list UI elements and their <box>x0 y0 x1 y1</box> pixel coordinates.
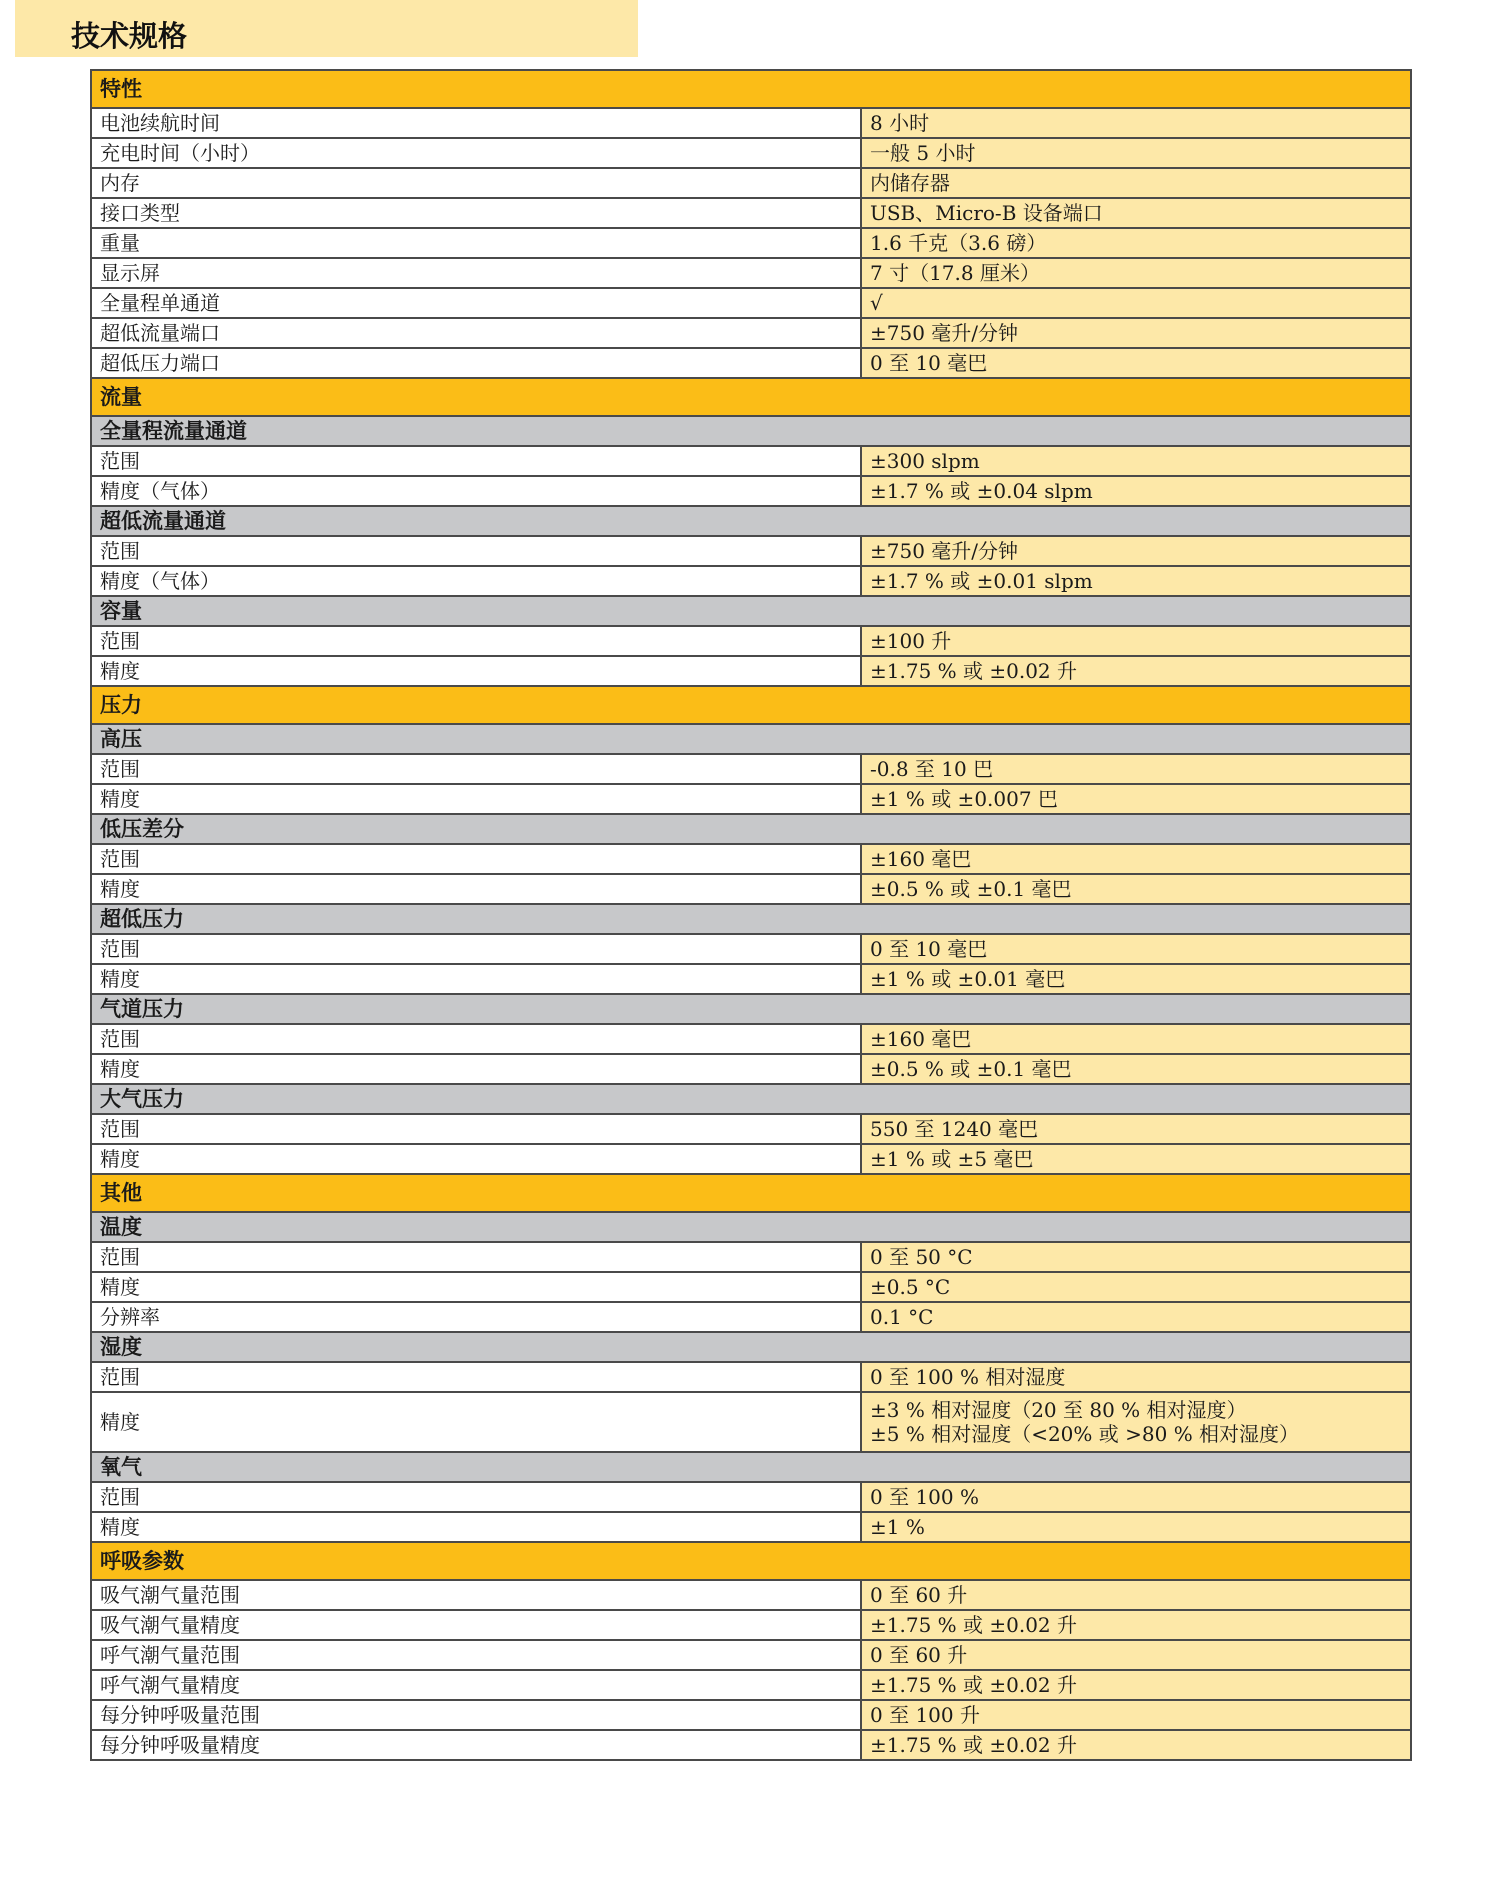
spec-label: 范围 <box>91 1482 861 1512</box>
spec-value: 0 至 10 毫巴 <box>861 934 1411 964</box>
spec-value: ±1.7 % 或 ±0.01 slpm <box>861 566 1411 596</box>
subcategory-row <box>91 506 1411 536</box>
spec-row <box>91 228 1411 258</box>
spec-label: 全量程单通道 <box>91 288 861 318</box>
spec-value: 0 至 50 °C <box>861 1242 1411 1272</box>
spec-value: 550 至 1240 毫巴 <box>861 1114 1411 1144</box>
spec-value: ±1 % <box>861 1512 1411 1542</box>
subcategory-label: 温度 <box>91 1212 1411 1242</box>
spec-row <box>91 198 1411 228</box>
subcategory-row <box>91 1332 1411 1362</box>
spec-label: 重量 <box>91 228 861 258</box>
spec-value: ±1.75 % 或 ±0.02 升 <box>861 1730 1411 1760</box>
spec-value: ±0.5 °C <box>861 1272 1411 1302</box>
category-row <box>91 378 1411 416</box>
subcategory-label: 容量 <box>91 596 1411 626</box>
spec-value: 0 至 100 % <box>861 1482 1411 1512</box>
spec-label: 范围 <box>91 1024 861 1054</box>
spec-row <box>91 1362 1411 1392</box>
spec-label: 精度 <box>91 1392 861 1452</box>
subcategory-row <box>91 1212 1411 1242</box>
spec-value: ±100 升 <box>861 626 1411 656</box>
subcategory-label: 超低压力 <box>91 904 1411 934</box>
spec-value: 0 至 10 毫巴 <box>861 348 1411 378</box>
spec-value: ±1.7 % 或 ±0.04 slpm <box>861 476 1411 506</box>
subcategory-label: 超低流量通道 <box>91 506 1411 536</box>
subcategory-row <box>91 904 1411 934</box>
spec-label: 范围 <box>91 626 861 656</box>
subcategory-row <box>91 1452 1411 1482</box>
spec-label: 超低流量端口 <box>91 318 861 348</box>
spec-row <box>91 1482 1411 1512</box>
spec-row <box>91 1392 1411 1452</box>
category-row <box>91 686 1411 724</box>
spec-table <box>90 69 1412 1761</box>
spec-value: 0 至 100 % 相对湿度 <box>861 1362 1411 1392</box>
spec-value: ±1.75 % 或 ±0.02 升 <box>861 1610 1411 1640</box>
spec-row <box>91 1242 1411 1272</box>
spec-value: 内储存器 <box>861 168 1411 198</box>
spec-row <box>91 288 1411 318</box>
category-label: 特性 <box>91 70 1411 108</box>
spec-label: 精度 <box>91 874 861 904</box>
spec-row <box>91 1114 1411 1144</box>
spec-row <box>91 168 1411 198</box>
category-label: 流量 <box>91 378 1411 416</box>
spec-label: 显示屏 <box>91 258 861 288</box>
spec-row <box>91 1640 1411 1670</box>
subcategory-row <box>91 724 1411 754</box>
spec-label: 范围 <box>91 536 861 566</box>
spec-row <box>91 1144 1411 1174</box>
spec-value: ±0.5 % 或 ±0.1 毫巴 <box>861 874 1411 904</box>
spec-table-body <box>91 70 1411 1760</box>
spec-label: 超低压力端口 <box>91 348 861 378</box>
spec-label: 范围 <box>91 754 861 784</box>
spec-label: 范围 <box>91 1362 861 1392</box>
spec-value: 0 至 60 升 <box>861 1640 1411 1670</box>
subcategory-label: 湿度 <box>91 1332 1411 1362</box>
spec-row <box>91 1272 1411 1302</box>
spec-value <box>861 1392 1411 1452</box>
spec-row <box>91 1054 1411 1084</box>
spec-label: 范围 <box>91 844 861 874</box>
spec-label: 精度 <box>91 1512 861 1542</box>
category-row <box>91 1174 1411 1212</box>
spec-row <box>91 874 1411 904</box>
page-header-band <box>15 0 638 57</box>
spec-label: 精度 <box>91 964 861 994</box>
spec-value: √ <box>861 288 1411 318</box>
spec-row <box>91 1580 1411 1610</box>
subcategory-row <box>91 416 1411 446</box>
subcategory-label: 全量程流量通道 <box>91 416 1411 446</box>
spec-row <box>91 964 1411 994</box>
spec-value-line: ±3 % 相对湿度（20 至 80 % 相对湿度） <box>870 1398 1247 1422</box>
spec-label: 精度（气体） <box>91 476 861 506</box>
subcategory-label: 高压 <box>91 724 1411 754</box>
spec-value: USB、Micro-B 设备端口 <box>861 198 1411 228</box>
spec-label: 精度 <box>91 1144 861 1174</box>
spec-value: 8 小时 <box>861 108 1411 138</box>
spec-label: 呼气潮气量范围 <box>91 1640 861 1670</box>
spec-value: ±750 毫升/分钟 <box>861 318 1411 348</box>
spec-label: 精度（气体） <box>91 566 861 596</box>
spec-value: ±1.75 % 或 ±0.02 升 <box>861 1670 1411 1700</box>
spec-label: 每分钟呼吸量范围 <box>91 1700 861 1730</box>
subcategory-row <box>91 1084 1411 1114</box>
spec-row <box>91 566 1411 596</box>
category-row <box>91 1542 1411 1580</box>
spec-value: 0.1 °C <box>861 1302 1411 1332</box>
spec-label: 呼气潮气量精度 <box>91 1670 861 1700</box>
spec-row <box>91 1730 1411 1760</box>
spec-row <box>91 536 1411 566</box>
spec-value: ±160 毫巴 <box>861 844 1411 874</box>
spec-label: 吸气潮气量范围 <box>91 1580 861 1610</box>
spec-label: 充电时间（小时） <box>91 138 861 168</box>
spec-row <box>91 754 1411 784</box>
spec-row <box>91 1024 1411 1054</box>
spec-value-line: ±5 % 相对湿度（<20% 或 >80 % 相对湿度） <box>870 1422 1300 1446</box>
spec-label: 精度 <box>91 656 861 686</box>
spec-row <box>91 656 1411 686</box>
spec-label: 精度 <box>91 1054 861 1084</box>
spec-value: ±1 % 或 ±0.01 毫巴 <box>861 964 1411 994</box>
spec-label: 范围 <box>91 1114 861 1144</box>
subcategory-label: 气道压力 <box>91 994 1411 1024</box>
subcategory-row <box>91 596 1411 626</box>
subcategory-row <box>91 994 1411 1024</box>
spec-row <box>91 138 1411 168</box>
category-label: 其他 <box>91 1174 1411 1212</box>
spec-label: 范围 <box>91 446 861 476</box>
spec-value: ±750 毫升/分钟 <box>861 536 1411 566</box>
spec-value: -0.8 至 10 巴 <box>861 754 1411 784</box>
spec-row <box>91 1302 1411 1332</box>
spec-label: 每分钟呼吸量精度 <box>91 1730 861 1760</box>
spec-value: 一般 5 小时 <box>861 138 1411 168</box>
spec-label: 内存 <box>91 168 861 198</box>
spec-value: 0 至 100 升 <box>861 1700 1411 1730</box>
spec-label: 精度 <box>91 784 861 814</box>
spec-row <box>91 476 1411 506</box>
spec-value: ±1.75 % 或 ±0.02 升 <box>861 656 1411 686</box>
spec-label: 接口类型 <box>91 198 861 228</box>
spec-value: ±160 毫巴 <box>861 1024 1411 1054</box>
spec-label: 范围 <box>91 1242 861 1272</box>
spec-value: 1.6 千克（3.6 磅） <box>861 228 1411 258</box>
spec-label: 分辨率 <box>91 1302 861 1332</box>
spec-value: ±0.5 % 或 ±0.1 毫巴 <box>861 1054 1411 1084</box>
spec-row <box>91 348 1411 378</box>
spec-row <box>91 626 1411 656</box>
spec-value: ±1 % 或 ±5 毫巴 <box>861 1144 1411 1174</box>
spec-row <box>91 1670 1411 1700</box>
spec-value: ±300 slpm <box>861 446 1411 476</box>
spec-label: 精度 <box>91 1272 861 1302</box>
spec-label: 吸气潮气量精度 <box>91 1610 861 1640</box>
page-title: 技术规格 <box>71 19 188 53</box>
category-row <box>91 70 1411 108</box>
spec-row <box>91 1512 1411 1542</box>
spec-row <box>91 108 1411 138</box>
spec-value: ±1 % 或 ±0.007 巴 <box>861 784 1411 814</box>
category-label: 呼吸参数 <box>91 1542 1411 1580</box>
subcategory-label: 大气压力 <box>91 1084 1411 1114</box>
spec-row <box>91 318 1411 348</box>
spec-label: 范围 <box>91 934 861 964</box>
category-label: 压力 <box>91 686 1411 724</box>
subcategory-label: 低压差分 <box>91 814 1411 844</box>
spec-label: 电池续航时间 <box>91 108 861 138</box>
spec-row <box>91 934 1411 964</box>
spec-value: 7 寸（17.8 厘米） <box>861 258 1411 288</box>
spec-row <box>91 844 1411 874</box>
spec-value: 0 至 60 升 <box>861 1580 1411 1610</box>
spec-row <box>91 258 1411 288</box>
spec-row <box>91 1700 1411 1730</box>
spec-row <box>91 446 1411 476</box>
subcategory-label: 氧气 <box>91 1452 1411 1482</box>
spec-row <box>91 784 1411 814</box>
spec-row <box>91 1610 1411 1640</box>
subcategory-row <box>91 814 1411 844</box>
